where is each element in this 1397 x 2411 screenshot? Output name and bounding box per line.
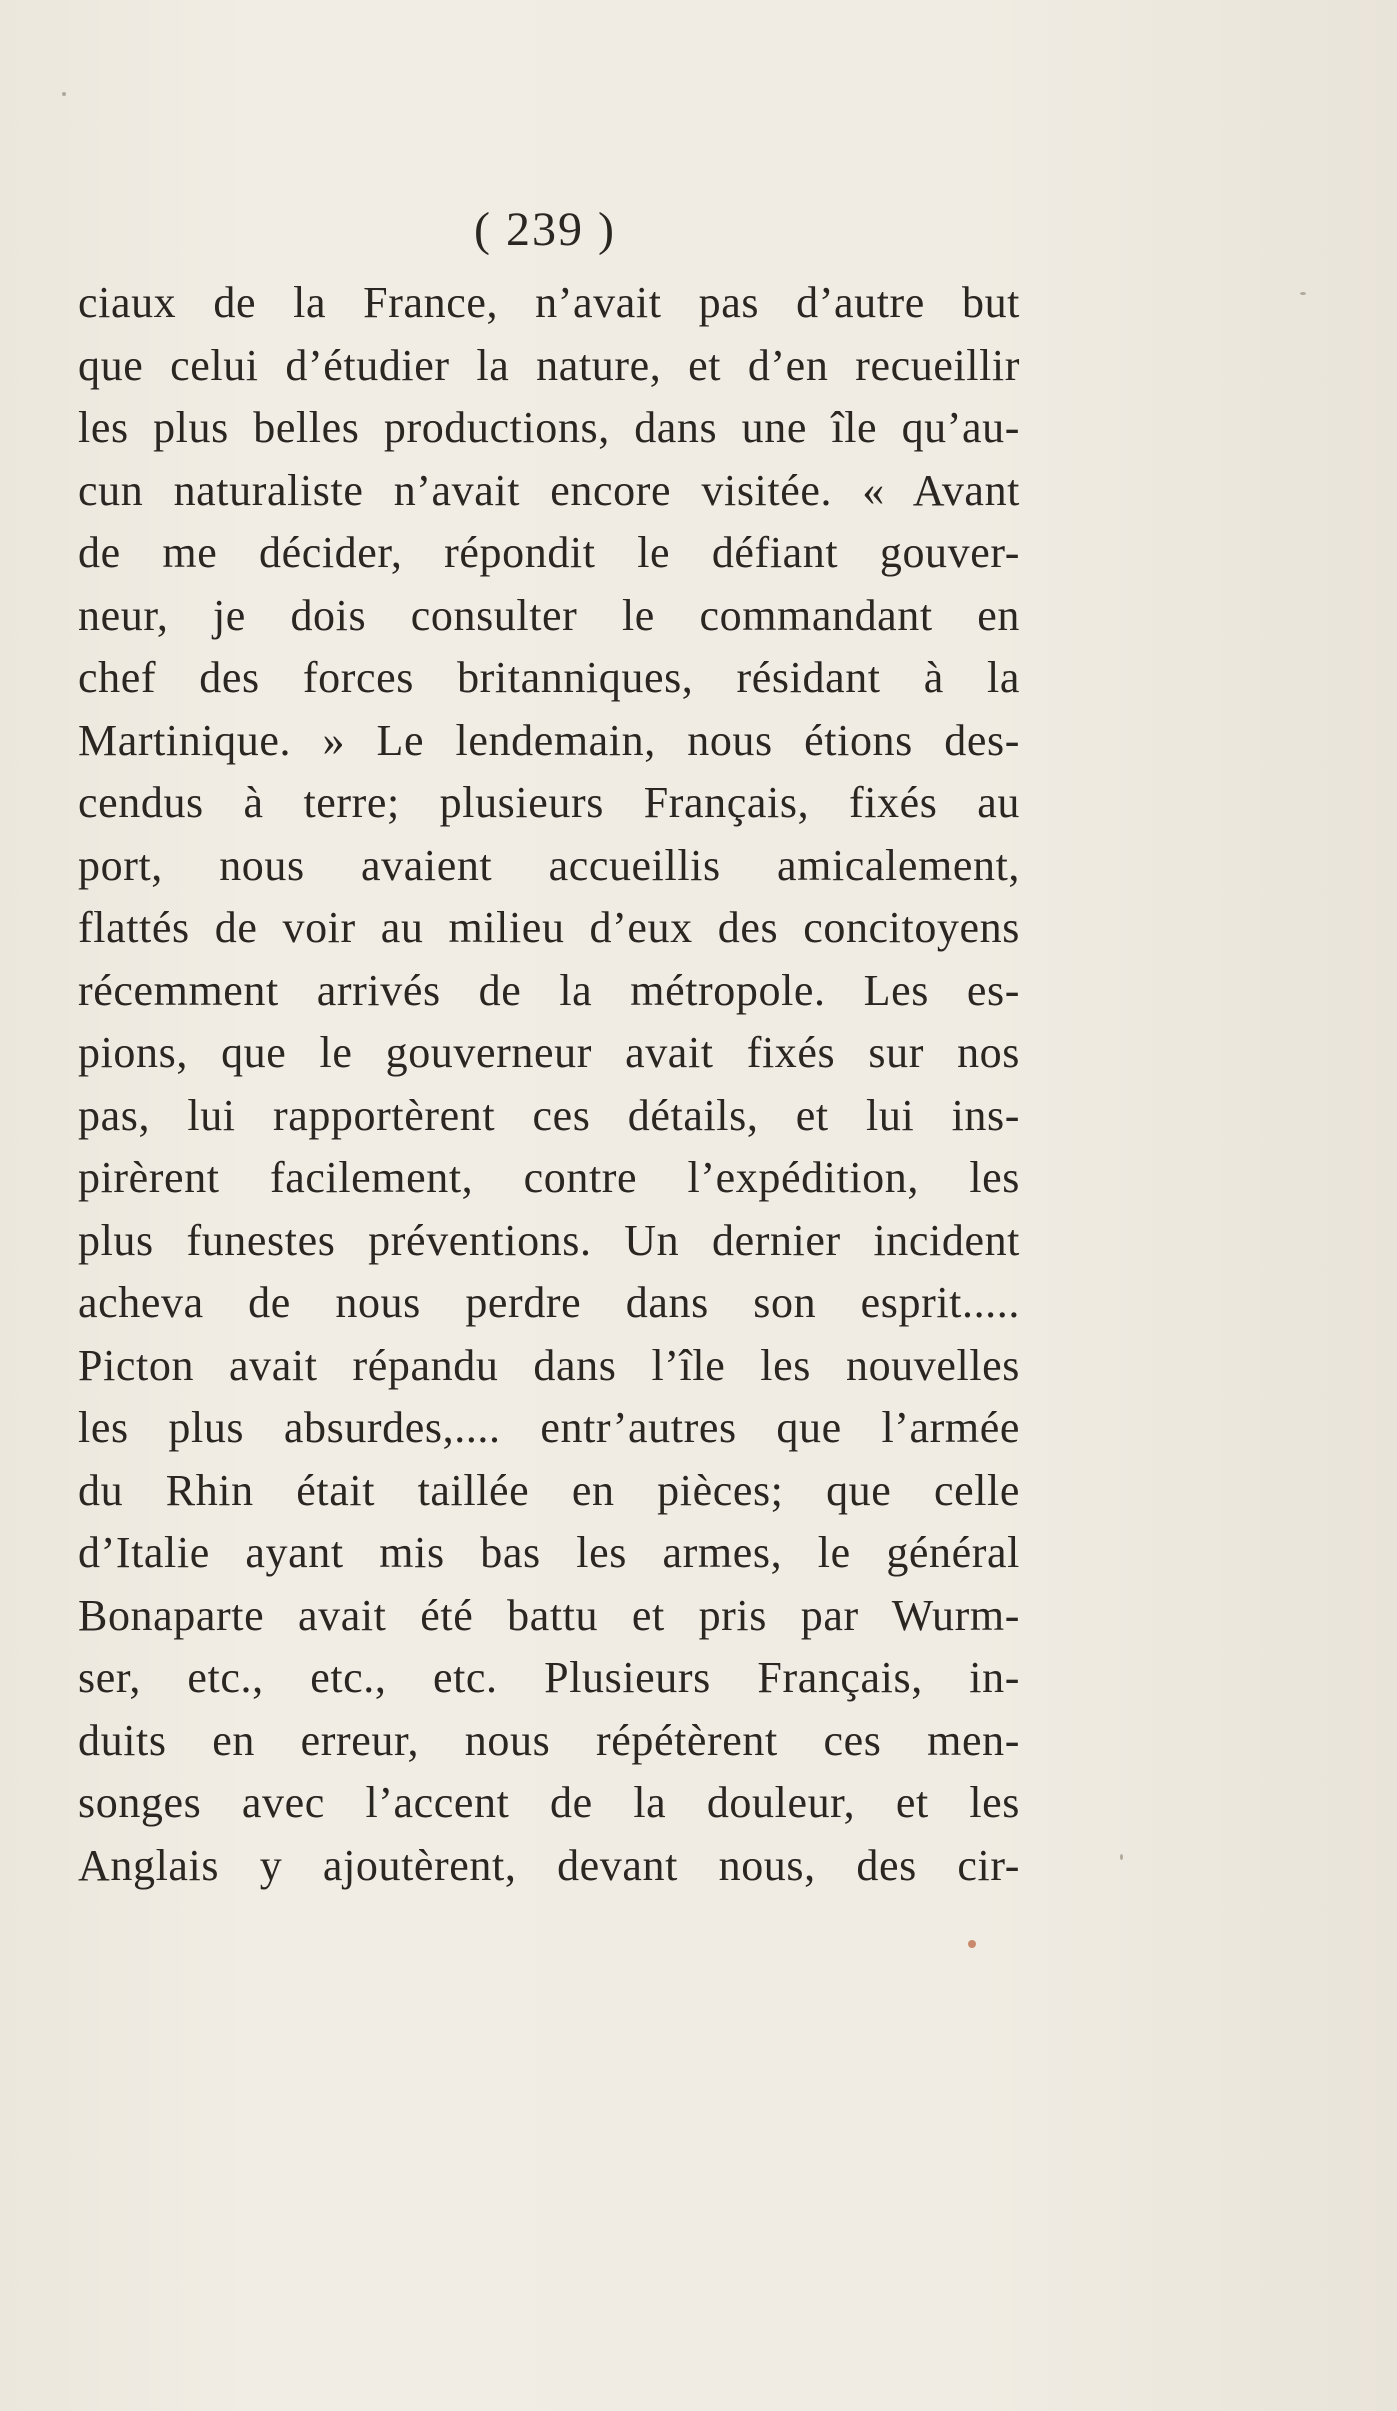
text-line: port, nous avaient accueillis amicalement, [78,840,1020,890]
text-line: pions, que le gouverneur avait fixés sur nos [78,1028,1020,1077]
text-line: de me décider, répondit le défiant gouver- [78,528,1020,577]
text-line: les plus absurdes,.... entr’autres que l’armée [78,1403,1020,1452]
body-text [78,272,1020,1897]
text-line: plus funestes préventions. Un dernier incident [78,1215,1020,1265]
text-line: ser, etc., etc., etc. Plusieurs Français, in- [78,1653,1020,1702]
text-line: d’Italie ayant mis bas les armes, le général [78,1528,1020,1577]
text-line: cendus à terre; plusieurs Français, fixés au [78,778,1020,827]
paper-speck [1300,292,1306,295]
text-line: flattés de voir au milieu d’eux des concitoyens [78,903,1020,952]
text-line: les plus belles productions, dans une île qu’au- [78,403,1020,452]
text-line: acheva de nous perdre dans son esprit..... [78,1278,1020,1327]
text-line: que celui d’étudier la nature, et d’en recueillir [78,340,1020,390]
text-line: Martinique. » Le lendemain, nous étions des- [78,715,1020,765]
text-line: récemment arrivés de la métropole. Les es- [78,965,1020,1015]
text-line: chef des forces britanniques, résidant à la [78,653,1020,702]
text-line: cun naturaliste n’avait encore visitée. « Avant [78,465,1020,515]
text-line: Bonaparte avait été battu et pris par Wurm- [78,1590,1020,1640]
text-line: ciaux de la France, n’avait pas d’autre but [78,278,1020,327]
text-line: du Rhin était taillée en pièces; que celle [78,1465,1020,1515]
paper-speck [62,92,66,96]
text-line: pirèrent facilement, contre l’expédition, les [78,1153,1020,1202]
page-number: ( 239 ) [474,203,616,256]
text-line: neur, je dois consulter le commandant en [78,590,1020,640]
text-line: duits en erreur, nous répétèrent ces men- [78,1715,1020,1765]
text-line: Picton avait répandu dans l’île les nouvelles [78,1340,1020,1390]
paper-speck [968,1940,976,1948]
text-line: Anglais y ajoutèrent, devant nous, des cir- [78,1840,1020,1890]
paper-speck [1120,1854,1123,1860]
text-line: songes avec l’accent de la douleur, et les [78,1778,1020,1827]
text-line: pas, lui rapportèrent ces détails, et lui ins- [78,1090,1020,1140]
